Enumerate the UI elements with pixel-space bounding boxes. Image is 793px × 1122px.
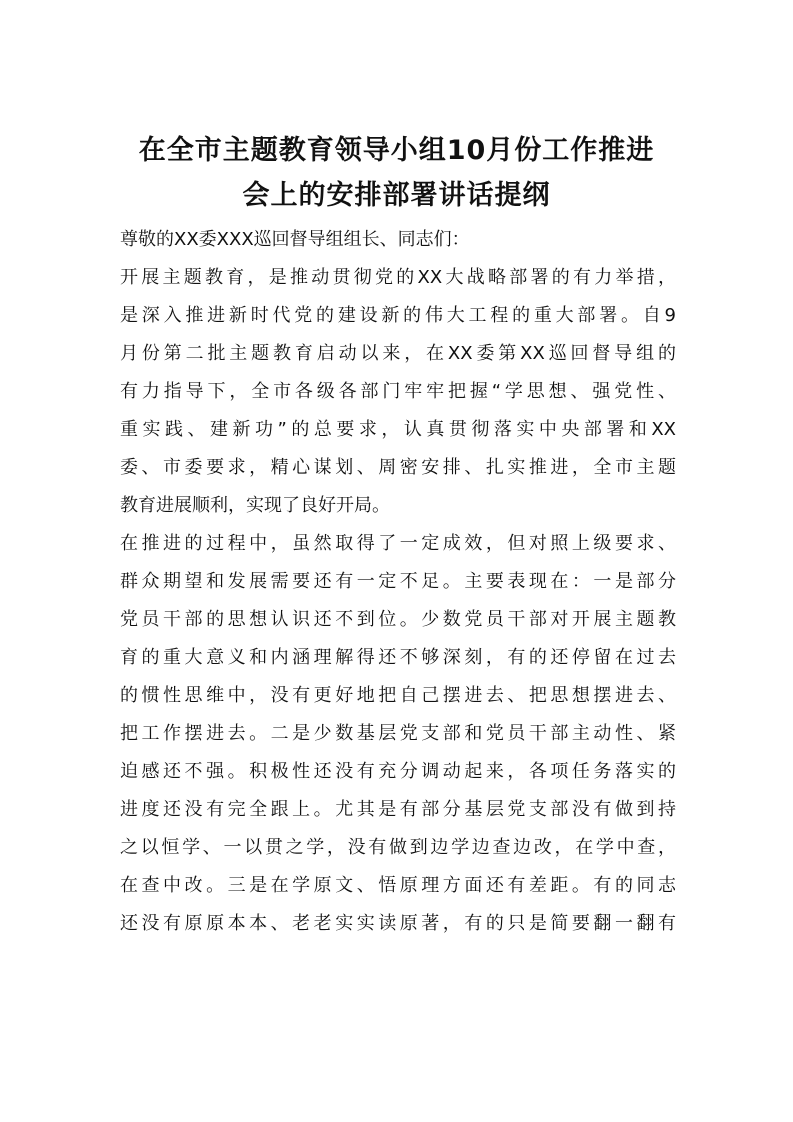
paragraph-1-line-7: 教育进展顺利，实现了良好开局。 <box>120 495 390 516</box>
paragraph-2-line-7: 迫感还不强。积极性还没有充分调动起来，各项任务落实的 <box>120 761 676 782</box>
paragraph-2-line-6: 把工作摆进去。二是少数基层党支部和党员干部主动性、紧 <box>120 723 676 744</box>
paragraph-1-line-6: 委、市委要求，精心谋划、周密安排、扎实推进，全市主题 <box>120 457 676 478</box>
paragraph-1-line-1: 开展主题教育，是推动贯彻党的XX大战略部署的有力举措， <box>120 267 676 288</box>
paragraph-1-line-3: 月份第二批主题教育启动以来，在XX委第XX巡回督导组的 <box>120 343 676 364</box>
paragraph-2-line-4: 育的重大意义和内涵理解得还不够深刻，有的还停留在过去 <box>120 647 676 668</box>
paragraph-2-line-2: 群众期望和发展需要还有一定不足。主要表现在：一是部分 <box>120 571 676 592</box>
paragraph-2-line-9: 之以恒学、一以贯之学，没有做到边学边查边改，在学中查， <box>120 837 676 858</box>
paragraph-1-line-2: 是深入推进新时代党的建设新的伟大工程的重大部署。自9 <box>120 305 676 326</box>
document-title-line-2: 会上的安排部署讲话提纲 <box>242 180 551 211</box>
paragraph-2-line-5: 的惯性思维中，没有更好地把自己摆进去、把思想摆进去、 <box>120 685 676 706</box>
paragraph-1-line-4: 有力指导下，全市各级各部门牢牢把握“学思想、强党性、 <box>120 381 676 402</box>
paragraph-2-line-11: 还没有原原本本、老老实实读原著，有的只是简要翻一翻有 <box>120 913 676 934</box>
document-title-line-1: 在全市主题教育领导小组10月份工作推进 <box>138 135 655 166</box>
paragraph-2-line-1: 在推进的过程中，虽然取得了一定成效，但对照上级要求、 <box>120 533 676 554</box>
paragraph-2-line-8: 进度还没有完全跟上。尤其是有部分基层党支部没有做到持 <box>120 799 676 820</box>
paragraph-1-line-5: 重实践、建新功”的总要求，认真贯彻落实中央部署和XX <box>120 419 676 440</box>
paragraph-2-line-10: 在查中改。三是在学原文、悟原理方面还有差距。有的同志 <box>120 875 676 896</box>
salutation: 尊敬的XX委XXX巡回督导组组长、同志们： <box>120 229 470 250</box>
paragraph-2-line-3: 党员干部的思想认识还不到位。少数党员干部对开展主题教 <box>120 609 676 630</box>
